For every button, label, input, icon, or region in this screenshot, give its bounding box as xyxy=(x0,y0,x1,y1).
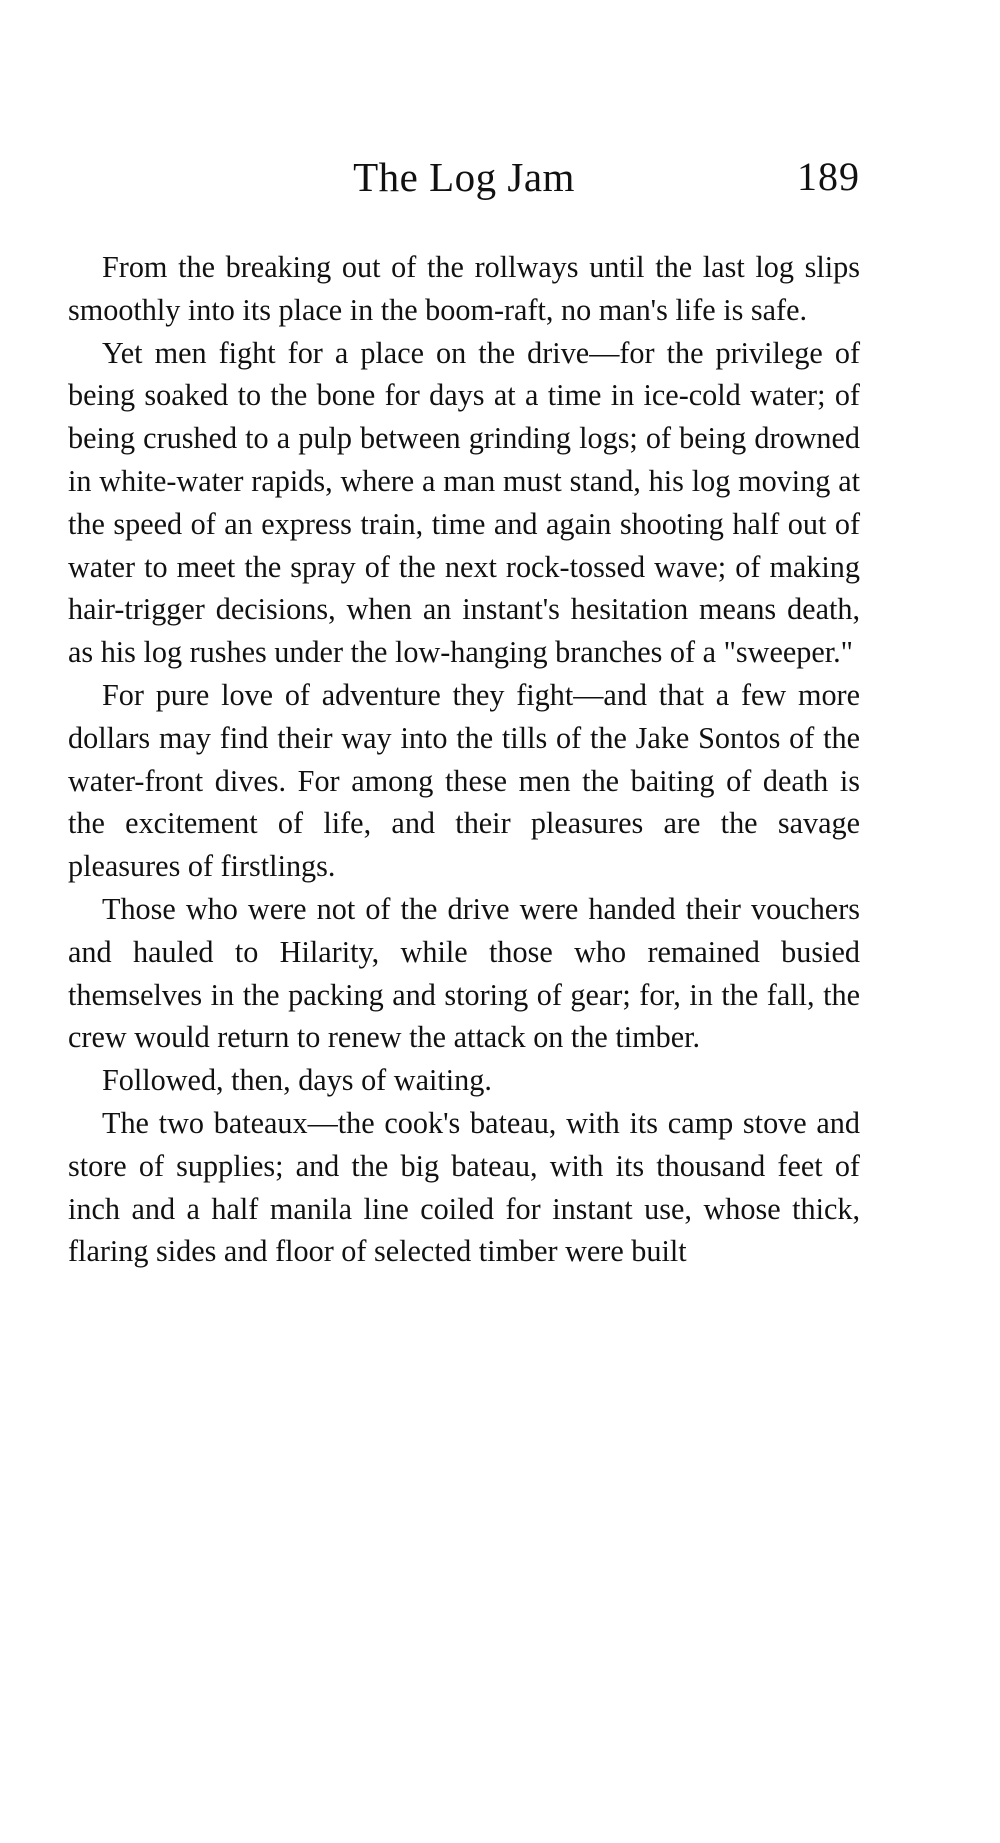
paragraph: For pure love of adventure they fight—and that a few more dollars may find their way into the tills of the Jake Sontos of the water-front dives. For among these men the baiting of death is the excitement of life, and their pleasures are the savage pleasures of firstlings. xyxy=(68,677,860,884)
running-title: The Log Jam xyxy=(353,154,575,200)
paragraph: Followed, then, days of waiting. xyxy=(102,1063,492,1098)
paragraph: Yet men fight for a place on the drive—for the privilege of being soaked to the bone for days at a time in ice-cold water; of being crushed to a pulp between grinding logs; of being drowned in white-water rapids, where a man must stand, his log moving at the speed of an express train, time and again shooting half out of water to meet the spray of the next rock-tossed wave; of making hair-trigger decisions, when an instant's hesitation means death, as his log rushes under the low-hanging branches of a "sweeper." xyxy=(68,335,860,670)
page-number: 189 xyxy=(797,154,860,199)
paragraph: From the breaking out of the rollways until the last log slips smoothly into its place in the boom-raft, no man's life is safe. xyxy=(68,250,860,327)
running-head xyxy=(68,152,860,202)
paragraph: The two bateaux—the cook's bateau, with its camp stove and store of supplies; and the big bateau, with its thousand feet of inch and a half manila line coiled for instant use, whose thick, flaring sides and floor of selected timber were built xyxy=(68,1105,860,1269)
body-text xyxy=(68,246,860,1273)
paragraph: Those who were not of the drive were handed their vouchers and hauled to Hilarity, while those who remained busied themselves in the packing and storing of gear; for, in the fall, the crew would return to renew the attack on the timber. xyxy=(68,891,860,1055)
